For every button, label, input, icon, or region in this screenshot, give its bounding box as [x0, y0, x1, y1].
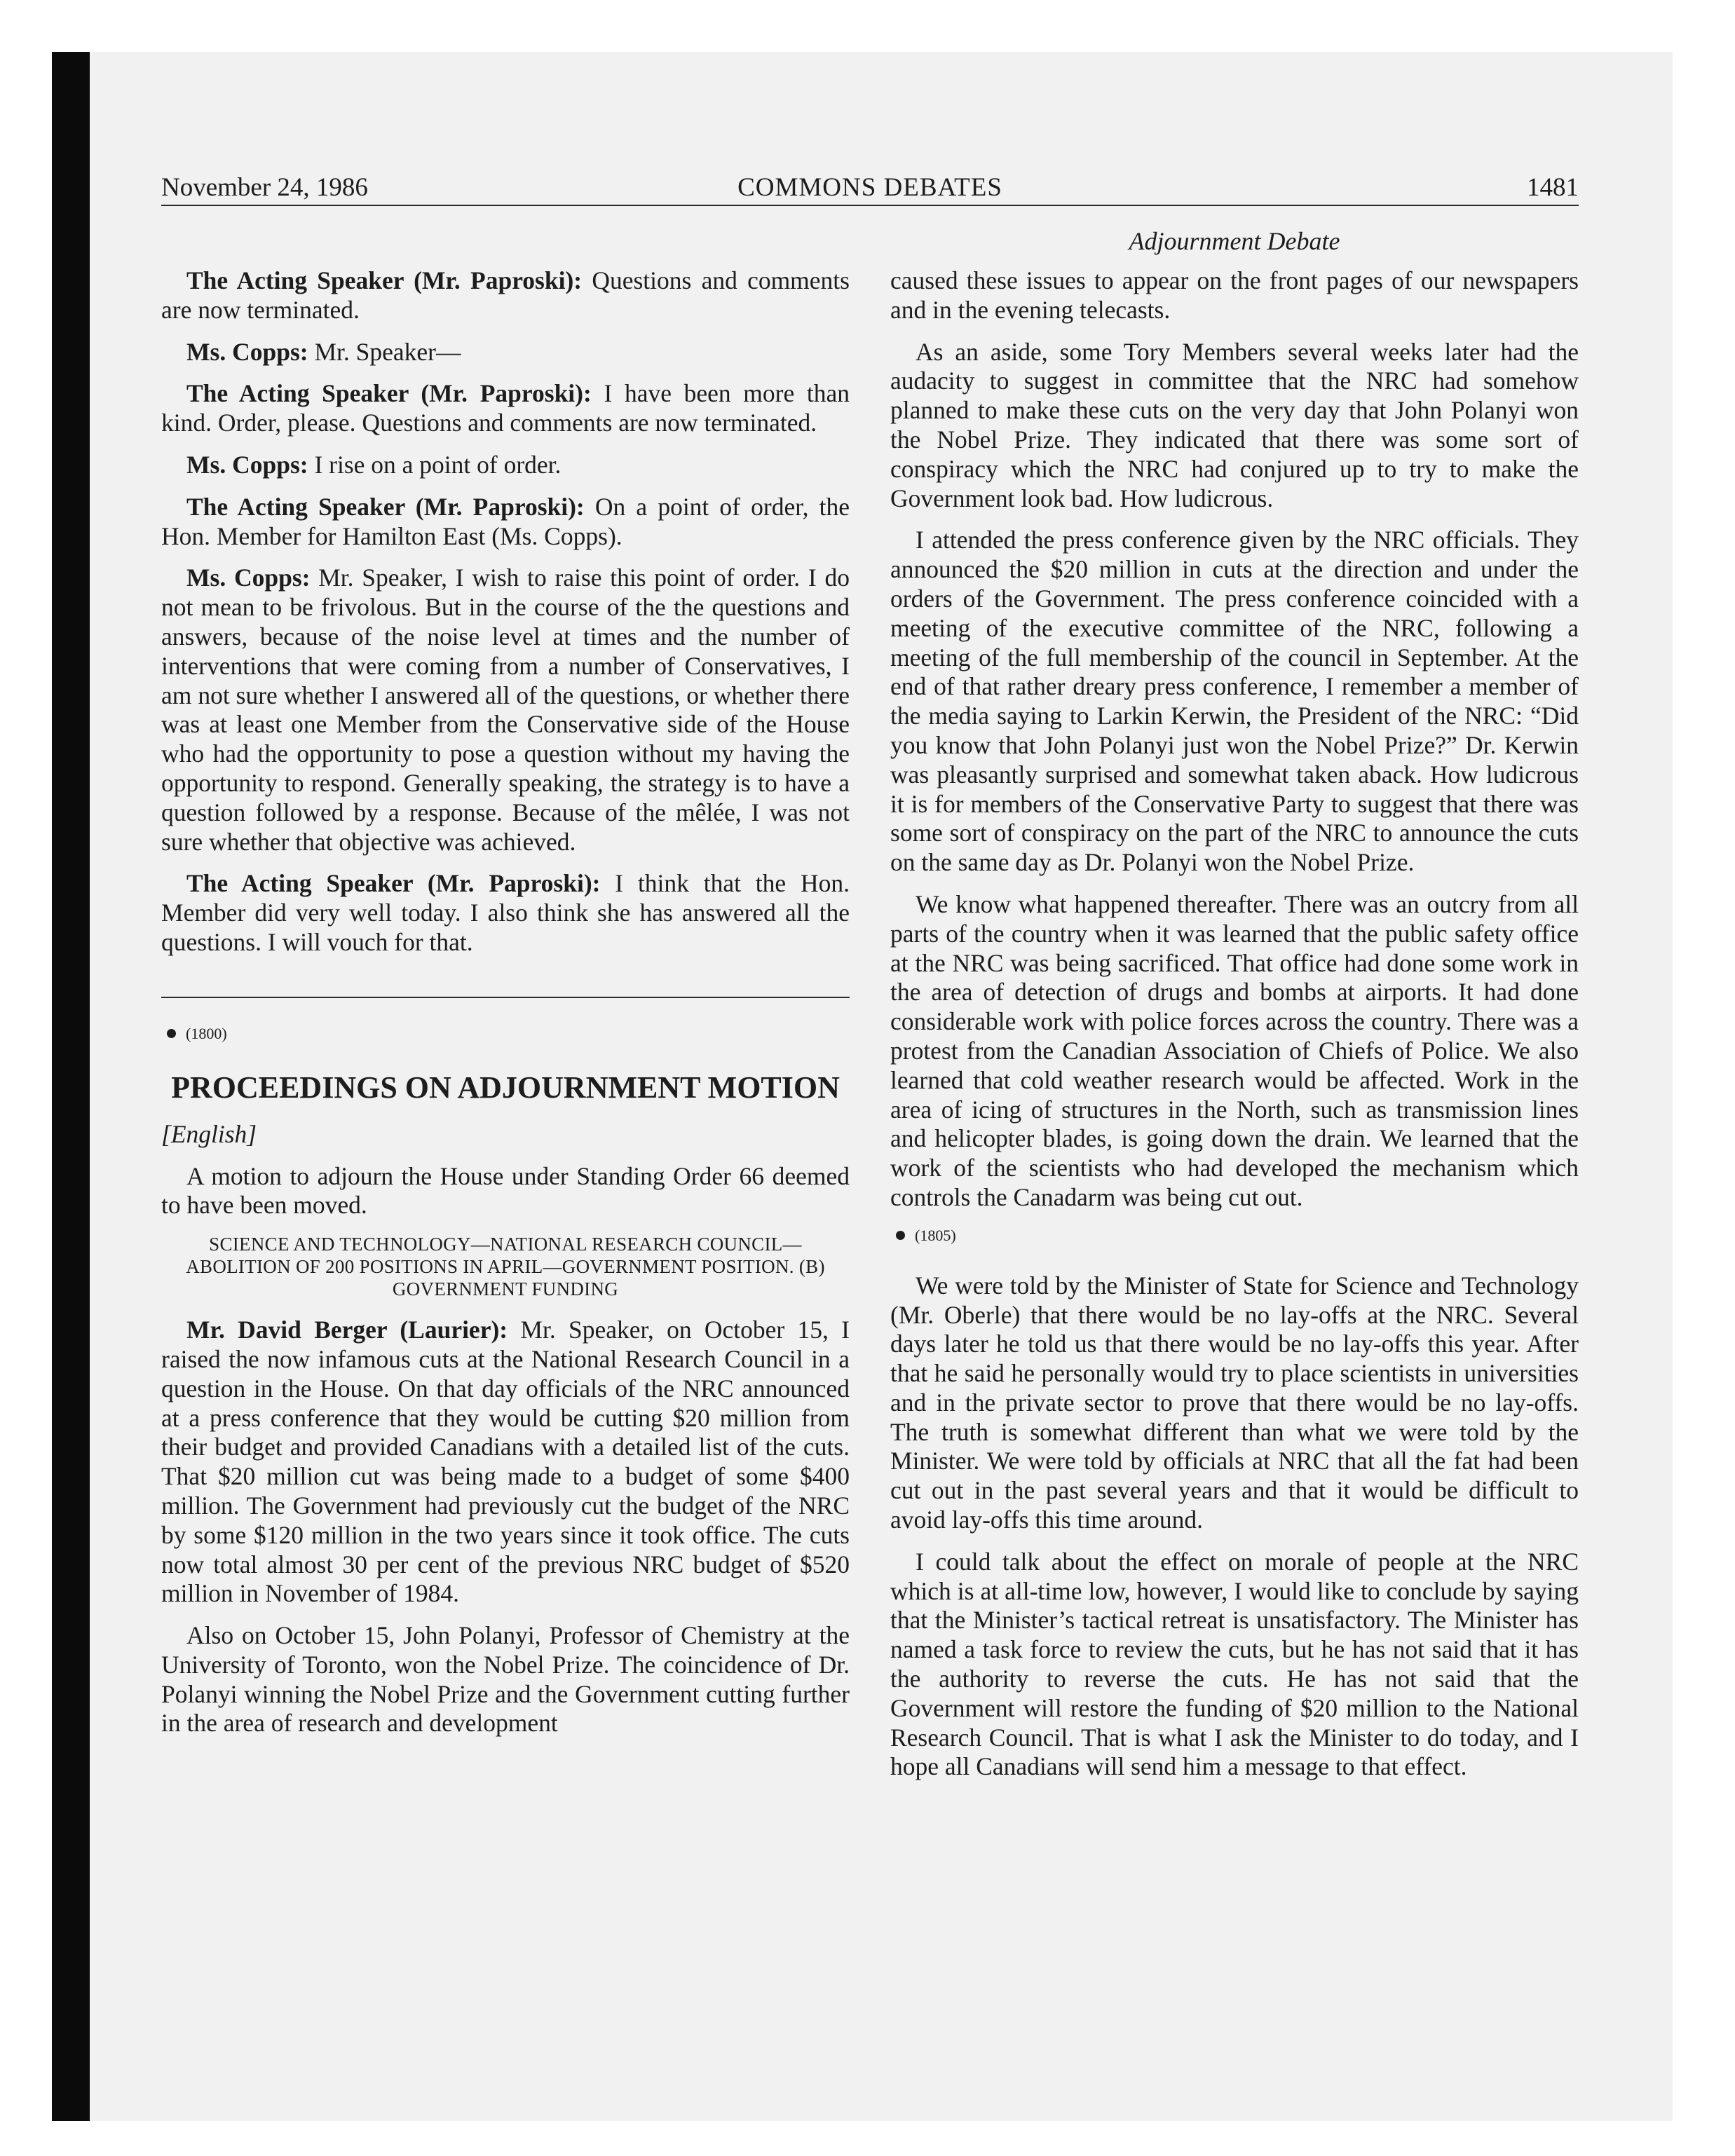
speech-text: On a point of order, the Hon. Member for Hamilton East (Ms. Copps).: [161, 492, 850, 550]
section-divider: [161, 997, 850, 998]
paragraph: We were told by the Minister of State for Science and Technology (Mr. Oberle) that there would be no lay-offs at the NRC. Several days later he told us that there would be no lay-offs this year. After that he said he personally would try to place scientists in universities and in the private sector to prove that there would be no lay-offs. The truth is somewhat different than what we were told by the Minister. We were told by officials at NRC that all the fat had been cut out in the past several years and that it would be difficult to avoid lay-offs this time around.: [890, 1271, 1579, 1534]
paragraph: I could talk about the effect on morale of people at the NRC which is at all-time low, however, I would like to conclude by saying that the Minister’s tactical retreat is unsatisfactory. The Minister has named a task force to review the cuts, but he has not said that it has the authority to reverse the cuts. He has not said that the Government will restore the funding of $20 million to the National Research Council. That is what I ask the Minister to do today, and I hope all Canadians will send him a message to that effect.: [890, 1547, 1579, 1781]
paragraph: [161, 493, 850, 552]
speaker-name: Ms. Copps:: [186, 564, 311, 592]
paragraph: [161, 451, 850, 480]
speech-text: I rise on a point of order.: [308, 450, 562, 479]
timestamp-marker: [167, 1023, 850, 1044]
paragraph: A motion to adjourn the House under Standing Order 66 deemed to have been moved.: [161, 1161, 850, 1220]
speech-text: Mr. Speaker—: [308, 337, 461, 366]
timestamp-marker: [896, 1225, 1579, 1246]
speaker-name: The Acting Speaker (Mr. Paproski):: [186, 379, 592, 408]
paragraph: As an aside, some Tory Members several weeks later had the audacity to suggest in committee that the NRC had somehow planned to make these cuts on the very day that John Polanyi won the Nobel Prize. They indicated that there was some sort of conspiracy which the NRC had conjured up to try to make the Government look bad. How ludicrous.: [890, 337, 1579, 512]
speaker-name: The Acting Speaker (Mr. Paproski):: [186, 869, 601, 898]
paragraph: [161, 379, 850, 438]
paragraph: [161, 564, 850, 857]
paragraph: I attended the press conference given by the NRC officials. They announced the $20 million in cuts at the direction and under the orders of the Government. The press conference coincided with a meeting of the executive committee of the NRC, following a meeting of the full membership of the council in September. At the end of that rather dreary press conference, I remember a member of the media saying to Larkin Kerwin, the President of the NRC: “Did you know that John Polanyi just won the Nobel Prize?” Dr. Kerwin was pleasantly surprised and somewhat taken aback. How ludicrous it is for members of the Conservative Party to suggest that there was some sort of conspiracy on the part of the NRC to announce the cuts on the same day as Dr. Polanyi won the Nobel Prize.: [890, 526, 1579, 877]
running-head: Adjournment Debate: [1129, 227, 1340, 255]
header-page-number: 1481: [1527, 173, 1579, 202]
header-title: COMMONS DEBATES: [737, 173, 1002, 202]
speech-text: Mr. Speaker, on October 15, I raised the now infamous cuts at the National Research Council in a question in the House. On that day officials of the NRC announced at a press conference that they would be cutting $20 million from their budget and provided Canadians with a detailed list of the cuts. That $20 million cut was being made to a budget of some $400 million. The Government had previously cut the budget of the NRC by some $120 million in the two years since it took office. The cuts now total almost 30 per cent of the previous NRC budget of $520 million in November of 1984.: [161, 1316, 850, 1608]
speaker-name: The Acting Speaker (Mr. Paproski):: [186, 266, 583, 294]
bullet-icon: [167, 1029, 176, 1038]
right-column: [890, 266, 1579, 1794]
paragraph: caused these issues to appear on the front pages of our newspapers and in the evening telecasts.: [890, 266, 1579, 324]
scan-black-edge: [52, 52, 90, 2121]
paragraph: [161, 869, 850, 957]
speaker-name: The Acting Speaker (Mr. Paproski):: [186, 492, 585, 521]
topic-heading: SCIENCE AND TECHNOLOGY—NATIONAL RESEARCH COUNCIL—ABOLITION OF 200 POSITIONS IN APRIL—GOVERNMENT POSITION. (B) GOVERNMENT FUNDING: [186, 1234, 825, 1300]
speech-text: Mr. Speaker, I wish to raise this point of order. I do not mean to be frivolous. But in the course of the the questions and answers, because of the noise level at times and the number of interventions that were coming from a number of Conservatives, I am not sure whether I answered all of the questions, or whether there was at least one Member from the Conservative side of the House who had the opportunity to pose a question without my having the opportunity to respond. Generally speaking, the strategy is to have a question followed by a response. Because of the mêlée, I was not sure whether that objective was achieved.: [161, 564, 850, 856]
timestamp: (1805): [915, 1226, 956, 1244]
paragraph: [161, 266, 850, 325]
speech-text: Questions and comments are now terminated.: [161, 266, 850, 324]
header-date: November 24, 1986: [161, 173, 368, 202]
paragraph: We know what happened thereafter. There was an outcry from all parts of the country when it was learned that the public safety office at the NRC was being sacrificed. That office had done some work in the area of detection of drugs and bombs at airports. It had done considerable work with police forces across the country. There was a protest from the Canadian Association of Chiefs of Police. We also learned that cold weather research would be affected. Work in the area of icing of structures in the North, such as transmission lines and helicopter blades, is going down the drain. We learned that the work of the scientists who had developed the mechanism which controls the Canadarm was being cut out.: [890, 889, 1579, 1211]
speaker-name: Ms. Copps:: [186, 450, 308, 479]
paragraph: [161, 338, 850, 367]
language-marker: [English]: [161, 1119, 257, 1148]
speech-text: I think that the Hon. Member did very well today. I also think she has answered all the questions. I will vouch for that.: [161, 869, 850, 956]
header-rule: [161, 205, 1579, 206]
speaker-name: Ms. Copps:: [186, 337, 308, 366]
paragraph: [161, 1316, 850, 1609]
page-header: [161, 172, 1579, 203]
bullet-icon: [896, 1231, 905, 1240]
paragraph: Also on October 15, John Polanyi, Professor of Chemistry at the University of Toronto, won the Nobel Prize. The coincidence of Dr. Polanyi winning the Nobel Prize and the Government cutting further in the area of research and development: [161, 1621, 850, 1738]
timestamp: (1800): [186, 1024, 227, 1042]
section-heading: PROCEEDINGS ON ADJOURNMENT MOTION: [171, 1070, 840, 1105]
speech-text: I have been more than kind. Order, please. Questions and comments are now terminated.: [161, 379, 850, 437]
left-column: [161, 266, 850, 1751]
speaker-name: Mr. David Berger (Laurier):: [186, 1316, 508, 1344]
